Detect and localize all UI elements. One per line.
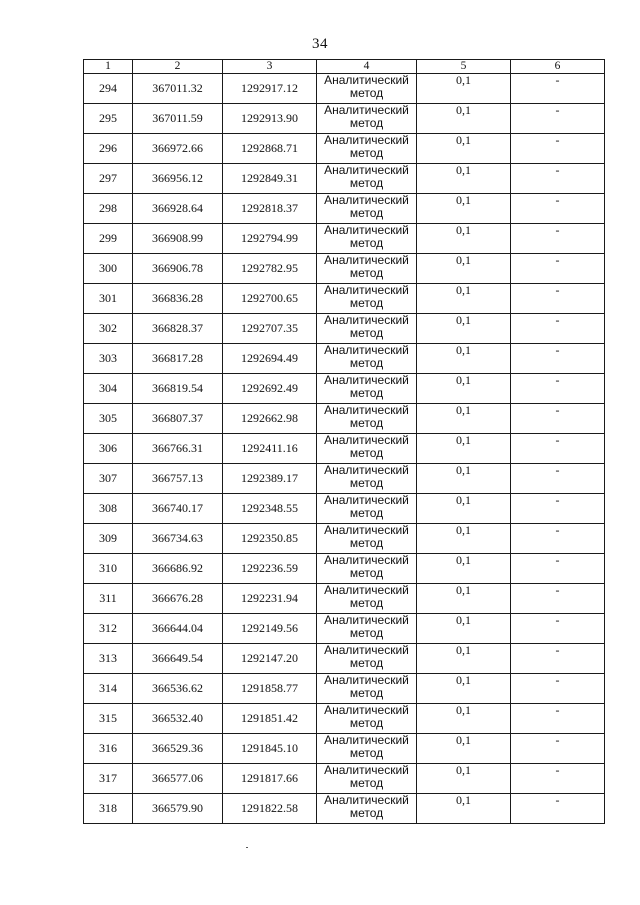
point-number-cell: 308 — [84, 494, 133, 524]
point-number-cell: 303 — [84, 344, 133, 374]
column-header: 5 — [417, 60, 511, 74]
method-line: метод — [349, 386, 384, 400]
method-cell — [317, 224, 417, 254]
x-coordinate-cell: 366579.90 — [133, 794, 223, 824]
point-number-cell: 317 — [84, 764, 133, 794]
method-line: метод — [349, 536, 384, 550]
note-cell: - — [511, 644, 605, 674]
y-coordinate-cell: 1292236.59 — [223, 554, 317, 584]
method-cell — [317, 374, 417, 404]
accuracy-cell: 0,1 — [417, 644, 511, 674]
accuracy-cell: 0,1 — [417, 464, 511, 494]
point-number-cell: 307 — [84, 464, 133, 494]
note-cell: - — [511, 524, 605, 554]
note-cell: - — [511, 404, 605, 434]
note-cell: - — [511, 494, 605, 524]
coordinates-table — [83, 59, 605, 824]
scan-speck — [246, 847, 248, 848]
accuracy-cell: 0,1 — [417, 524, 511, 554]
y-coordinate-cell: 1292849.31 — [223, 164, 317, 194]
x-coordinate-cell: 366740.17 — [133, 494, 223, 524]
accuracy-cell: 0,1 — [417, 164, 511, 194]
method-line: метод — [349, 596, 384, 610]
method-line: Аналитический — [324, 763, 409, 777]
note-cell: - — [511, 794, 605, 824]
point-number-cell: 316 — [84, 734, 133, 764]
table-row — [84, 74, 605, 104]
point-number-cell: 311 — [84, 584, 133, 614]
x-coordinate-cell: 366676.28 — [133, 584, 223, 614]
method-line: метод — [349, 806, 384, 820]
accuracy-cell: 0,1 — [417, 284, 511, 314]
table-row — [84, 734, 605, 764]
method-cell — [317, 614, 417, 644]
x-coordinate-cell: 366644.04 — [133, 614, 223, 644]
table-row — [84, 464, 605, 494]
method-cell — [317, 404, 417, 434]
method-cell — [317, 554, 417, 584]
table-row — [84, 254, 605, 284]
method-line: Аналитический — [324, 133, 409, 147]
table-row — [84, 704, 605, 734]
point-number-cell: 312 — [84, 614, 133, 644]
point-number-cell: 318 — [84, 794, 133, 824]
method-line: Аналитический — [324, 583, 409, 597]
method-line: метод — [349, 146, 384, 160]
x-coordinate-cell: 366819.54 — [133, 374, 223, 404]
method-line: метод — [349, 356, 384, 370]
accuracy-cell: 0,1 — [417, 254, 511, 284]
method-cell — [317, 284, 417, 314]
note-cell: - — [511, 434, 605, 464]
table-row — [84, 584, 605, 614]
table-row — [84, 434, 605, 464]
y-coordinate-cell: 1292231.94 — [223, 584, 317, 614]
x-coordinate-cell: 366828.37 — [133, 314, 223, 344]
accuracy-cell: 0,1 — [417, 674, 511, 704]
x-coordinate-cell: 367011.59 — [133, 104, 223, 134]
y-coordinate-cell: 1292782.95 — [223, 254, 317, 284]
method-line: метод — [349, 86, 384, 100]
accuracy-cell: 0,1 — [417, 794, 511, 824]
table-row — [84, 284, 605, 314]
method-cell — [317, 644, 417, 674]
note-cell: - — [511, 764, 605, 794]
column-header: 6 — [511, 60, 605, 74]
point-number-cell: 310 — [84, 554, 133, 584]
method-cell — [317, 794, 417, 824]
y-coordinate-cell: 1292348.55 — [223, 494, 317, 524]
method-line: Аналитический — [324, 523, 409, 537]
note-cell: - — [511, 734, 605, 764]
column-header: 1 — [84, 60, 133, 74]
y-coordinate-cell: 1292917.12 — [223, 74, 317, 104]
y-coordinate-cell: 1292694.49 — [223, 344, 317, 374]
x-coordinate-cell: 366757.13 — [133, 464, 223, 494]
point-number-cell: 306 — [84, 434, 133, 464]
note-cell: - — [511, 74, 605, 104]
method-line: метод — [349, 506, 384, 520]
y-coordinate-cell: 1292913.90 — [223, 104, 317, 134]
accuracy-cell: 0,1 — [417, 374, 511, 404]
y-coordinate-cell: 1292147.20 — [223, 644, 317, 674]
y-coordinate-cell: 1292411.16 — [223, 434, 317, 464]
method-cell — [317, 674, 417, 704]
y-coordinate-cell: 1292350.85 — [223, 524, 317, 554]
note-cell: - — [511, 164, 605, 194]
point-number-cell: 294 — [84, 74, 133, 104]
method-line: метод — [349, 746, 384, 760]
point-number-cell: 309 — [84, 524, 133, 554]
method-line: Аналитический — [324, 193, 409, 207]
method-cell — [317, 254, 417, 284]
table-header-row — [84, 60, 605, 74]
method-line: метод — [349, 476, 384, 490]
y-coordinate-cell: 1292692.49 — [223, 374, 317, 404]
method-line: Аналитический — [324, 673, 409, 687]
page-number: 34 — [312, 36, 328, 52]
method-line: Аналитический — [324, 433, 409, 447]
method-line: метод — [349, 176, 384, 190]
method-cell — [317, 584, 417, 614]
method-cell — [317, 194, 417, 224]
note-cell: - — [511, 614, 605, 644]
method-line: Аналитический — [324, 403, 409, 417]
point-number-cell: 302 — [84, 314, 133, 344]
y-coordinate-cell: 1292700.65 — [223, 284, 317, 314]
method-line: метод — [349, 716, 384, 730]
table-row — [84, 764, 605, 794]
method-line: метод — [349, 626, 384, 640]
accuracy-cell: 0,1 — [417, 614, 511, 644]
method-cell — [317, 524, 417, 554]
method-cell — [317, 104, 417, 134]
method-cell — [317, 734, 417, 764]
note-cell: - — [511, 314, 605, 344]
point-number-cell: 305 — [84, 404, 133, 434]
x-coordinate-cell: 366532.40 — [133, 704, 223, 734]
table-row — [84, 164, 605, 194]
method-line: метод — [349, 206, 384, 220]
method-line: Аналитический — [324, 253, 409, 267]
method-line: метод — [349, 416, 384, 430]
column-header: 4 — [317, 60, 417, 74]
table-row — [84, 614, 605, 644]
note-cell: - — [511, 374, 605, 404]
method-line: метод — [349, 266, 384, 280]
accuracy-cell: 0,1 — [417, 314, 511, 344]
accuracy-cell: 0,1 — [417, 104, 511, 134]
table-row — [84, 794, 605, 824]
point-number-cell: 314 — [84, 674, 133, 704]
point-number-cell: 298 — [84, 194, 133, 224]
method-cell — [317, 134, 417, 164]
y-coordinate-cell: 1291817.66 — [223, 764, 317, 794]
x-coordinate-cell: 366686.92 — [133, 554, 223, 584]
note-cell: - — [511, 344, 605, 374]
method-cell — [317, 464, 417, 494]
accuracy-cell: 0,1 — [417, 734, 511, 764]
note-cell: - — [511, 554, 605, 584]
note-cell: - — [511, 224, 605, 254]
point-number-cell: 297 — [84, 164, 133, 194]
accuracy-cell: 0,1 — [417, 404, 511, 434]
note-cell: - — [511, 464, 605, 494]
table-row — [84, 374, 605, 404]
table-row — [84, 104, 605, 134]
accuracy-cell: 0,1 — [417, 764, 511, 794]
method-line: метод — [349, 656, 384, 670]
method-line: метод — [349, 326, 384, 340]
accuracy-cell: 0,1 — [417, 74, 511, 104]
method-line: Аналитический — [324, 283, 409, 297]
note-cell: - — [511, 584, 605, 614]
point-number-cell: 299 — [84, 224, 133, 254]
x-coordinate-cell: 366817.28 — [133, 344, 223, 374]
method-cell — [317, 704, 417, 734]
accuracy-cell: 0,1 — [417, 584, 511, 614]
x-coordinate-cell: 366766.31 — [133, 434, 223, 464]
note-cell: - — [511, 284, 605, 314]
note-cell: - — [511, 704, 605, 734]
accuracy-cell: 0,1 — [417, 554, 511, 584]
method-line: Аналитический — [324, 793, 409, 807]
method-line: Аналитический — [324, 223, 409, 237]
table-body — [84, 74, 605, 824]
method-line: Аналитический — [324, 643, 409, 657]
note-cell: - — [511, 674, 605, 704]
accuracy-cell: 0,1 — [417, 434, 511, 464]
method-line: Аналитический — [324, 163, 409, 177]
x-coordinate-cell: 366836.28 — [133, 284, 223, 314]
y-coordinate-cell: 1291858.77 — [223, 674, 317, 704]
x-coordinate-cell: 366536.62 — [133, 674, 223, 704]
y-coordinate-cell: 1291822.58 — [223, 794, 317, 824]
table-row — [84, 674, 605, 704]
method-cell — [317, 74, 417, 104]
y-coordinate-cell: 1291851.42 — [223, 704, 317, 734]
accuracy-cell: 0,1 — [417, 494, 511, 524]
y-coordinate-cell: 1292707.35 — [223, 314, 317, 344]
x-coordinate-cell: 366529.36 — [133, 734, 223, 764]
y-coordinate-cell: 1292149.56 — [223, 614, 317, 644]
x-coordinate-cell: 366649.54 — [133, 644, 223, 674]
method-line: метод — [349, 296, 384, 310]
method-line: Аналитический — [324, 733, 409, 747]
method-line: метод — [349, 116, 384, 130]
method-line: Аналитический — [324, 553, 409, 567]
table-row — [84, 494, 605, 524]
note-cell: - — [511, 104, 605, 134]
table-row — [84, 644, 605, 674]
method-line: Аналитический — [324, 493, 409, 507]
point-number-cell: 295 — [84, 104, 133, 134]
method-line: метод — [349, 236, 384, 250]
x-coordinate-cell: 366908.99 — [133, 224, 223, 254]
note-cell: - — [511, 194, 605, 224]
table-row — [84, 134, 605, 164]
x-coordinate-cell: 366734.63 — [133, 524, 223, 554]
point-number-cell: 315 — [84, 704, 133, 734]
y-coordinate-cell: 1292389.17 — [223, 464, 317, 494]
table-row — [84, 344, 605, 374]
method-line: Аналитический — [324, 373, 409, 387]
method-cell — [317, 164, 417, 194]
method-line: Аналитический — [324, 313, 409, 327]
x-coordinate-cell: 366807.37 — [133, 404, 223, 434]
point-number-cell: 301 — [84, 284, 133, 314]
column-header: 3 — [223, 60, 317, 74]
y-coordinate-cell: 1292868.71 — [223, 134, 317, 164]
method-line: Аналитический — [324, 73, 409, 87]
point-number-cell: 300 — [84, 254, 133, 284]
method-line: Аналитический — [324, 463, 409, 477]
method-line: метод — [349, 686, 384, 700]
point-number-cell: 304 — [84, 374, 133, 404]
method-line: метод — [349, 566, 384, 580]
x-coordinate-cell: 366906.78 — [133, 254, 223, 284]
method-line: Аналитический — [324, 343, 409, 357]
method-line: Аналитический — [324, 103, 409, 117]
column-header: 2 — [133, 60, 223, 74]
table-row — [84, 524, 605, 554]
accuracy-cell: 0,1 — [417, 344, 511, 374]
table-row — [84, 224, 605, 254]
table-row — [84, 554, 605, 584]
table-row — [84, 404, 605, 434]
method-line: метод — [349, 446, 384, 460]
table-row — [84, 314, 605, 344]
method-cell — [317, 764, 417, 794]
accuracy-cell: 0,1 — [417, 134, 511, 164]
accuracy-cell: 0,1 — [417, 194, 511, 224]
method-line: Аналитический — [324, 703, 409, 717]
x-coordinate-cell: 366577.06 — [133, 764, 223, 794]
y-coordinate-cell: 1291845.10 — [223, 734, 317, 764]
method-cell — [317, 314, 417, 344]
y-coordinate-cell: 1292794.99 — [223, 224, 317, 254]
accuracy-cell: 0,1 — [417, 224, 511, 254]
note-cell: - — [511, 254, 605, 284]
method-line: Аналитический — [324, 613, 409, 627]
method-line: метод — [349, 776, 384, 790]
point-number-cell: 296 — [84, 134, 133, 164]
x-coordinate-cell: 366972.66 — [133, 134, 223, 164]
point-number-cell: 313 — [84, 644, 133, 674]
method-cell — [317, 434, 417, 464]
note-cell: - — [511, 134, 605, 164]
y-coordinate-cell: 1292818.37 — [223, 194, 317, 224]
method-cell — [317, 494, 417, 524]
accuracy-cell: 0,1 — [417, 704, 511, 734]
method-cell — [317, 344, 417, 374]
table-row — [84, 194, 605, 224]
x-coordinate-cell: 367011.32 — [133, 74, 223, 104]
y-coordinate-cell: 1292662.98 — [223, 404, 317, 434]
x-coordinate-cell: 366928.64 — [133, 194, 223, 224]
x-coordinate-cell: 366956.12 — [133, 164, 223, 194]
